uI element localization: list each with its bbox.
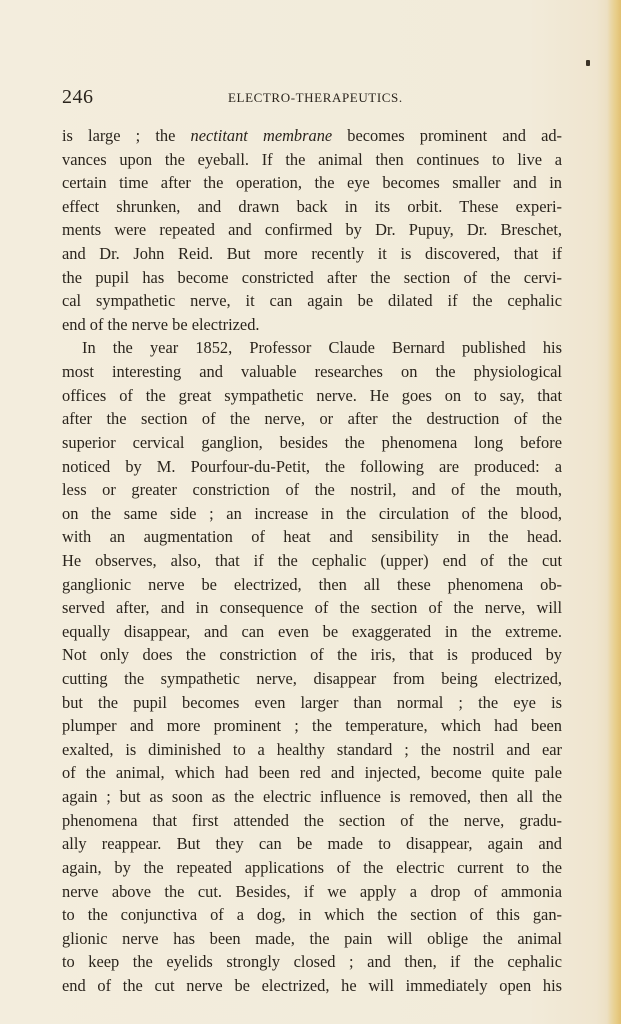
text-line: glionic nerve has been made, the pain will oblige the animal bbox=[62, 928, 562, 948]
text-line: and Dr. John Reid. But more recently it is discovered, that if bbox=[62, 244, 562, 264]
text-line: end of the cut nerve be electrized, he will immediately open his bbox=[62, 975, 562, 995]
text-line: to the conjunctiva of a dog, in which the section of this gan- bbox=[62, 905, 562, 925]
text-line: superior cervical ganglion, besides the phenomena long before bbox=[62, 432, 562, 452]
text-line: equally disappear, and can even be exaggerated in the extreme. bbox=[62, 621, 562, 641]
text-line: Not only does the constriction of the iris, that is produced by bbox=[62, 645, 562, 665]
text-line: served after, and in consequence of the section of the nerve, will bbox=[62, 598, 562, 618]
text-line: is large ; the nectitant membrane becomes prominent and ad- bbox=[62, 126, 562, 145]
text-line: offices of the great sympathetic nerve. He goes on to say, that bbox=[62, 385, 562, 405]
text-line: after the section of the nerve, or after the destruction of the bbox=[62, 409, 562, 429]
text-line: but the pupil becomes even larger than normal ; the eye is bbox=[62, 692, 562, 712]
text-line: the pupil has become constricted after the section of the cervi- bbox=[62, 267, 562, 287]
running-head: ELECTRO-THERAPEUTICS. bbox=[228, 90, 403, 105]
text-line: of the animal, which had been red and injected, become quite pale bbox=[62, 763, 562, 783]
italic-term: nectitant membrane bbox=[190, 126, 333, 145]
page-number: 246 bbox=[62, 86, 94, 108]
text-line: ganglionic nerve be electrized, then all these phenomena ob- bbox=[62, 574, 562, 594]
text-line: most interesting and valuable researches on the physiological bbox=[62, 362, 562, 382]
page-header bbox=[62, 86, 562, 108]
text-line: end of the nerve be electrized. bbox=[62, 314, 260, 334]
text-line: cutting the sympathetic nerve, disappear from being electrized, bbox=[62, 669, 562, 689]
text-line: cal sympathetic nerve, it can again be dilated if the cephalic bbox=[62, 291, 562, 311]
text-line: again, by the repeated applications of the electric current to the bbox=[62, 857, 562, 877]
text-line: plumper and more prominent ; the temperature, which had been bbox=[62, 716, 562, 736]
page-edge bbox=[607, 0, 621, 1024]
ink-mark bbox=[586, 60, 590, 66]
text-line: ally reappear. But they can be made to disappear, again and bbox=[62, 834, 562, 854]
text-line: on the same side ; an increase in the circulation of the blood, bbox=[62, 503, 562, 523]
text-line: phenomena that first attended the section of the nerve, gradu- bbox=[62, 810, 562, 830]
text-line: exalted, is diminished to a healthy standard ; the nostril and ear bbox=[62, 739, 562, 759]
text-line: with an augmentation of heat and sensibility in the head. bbox=[62, 527, 562, 547]
text-line: again ; but as soon as the electric influence is removed, then all the bbox=[62, 787, 562, 807]
text-line: to keep the eyelids strongly closed ; and then, if the cephalic bbox=[62, 952, 562, 972]
text-line: certain time after the operation, the eye becomes smaller and in bbox=[62, 173, 562, 193]
text-line: nerve above the cut. Besides, if we apply a drop of ammonia bbox=[62, 881, 562, 901]
text-line: He observes, also, that if the cephalic (upper) end of the cut bbox=[62, 550, 562, 570]
text-line: effect shrunken, and drawn back in its orbit. These experi- bbox=[62, 196, 562, 216]
text-line: noticed by M. Pourfour-du-Petit, the following are produced: a bbox=[62, 456, 562, 476]
paragraph-start: In the year 1852, Professor Claude Bernard published his bbox=[82, 338, 562, 358]
text-line: vances upon the eyeball. If the animal then continues to live a bbox=[62, 149, 562, 169]
body-text bbox=[62, 124, 562, 998]
text-line: less or greater constriction of the nostril, and of the mouth, bbox=[62, 480, 562, 500]
text-line: ments were repeated and confirmed by Dr. Pupuy, Dr. Breschet, bbox=[62, 220, 562, 240]
